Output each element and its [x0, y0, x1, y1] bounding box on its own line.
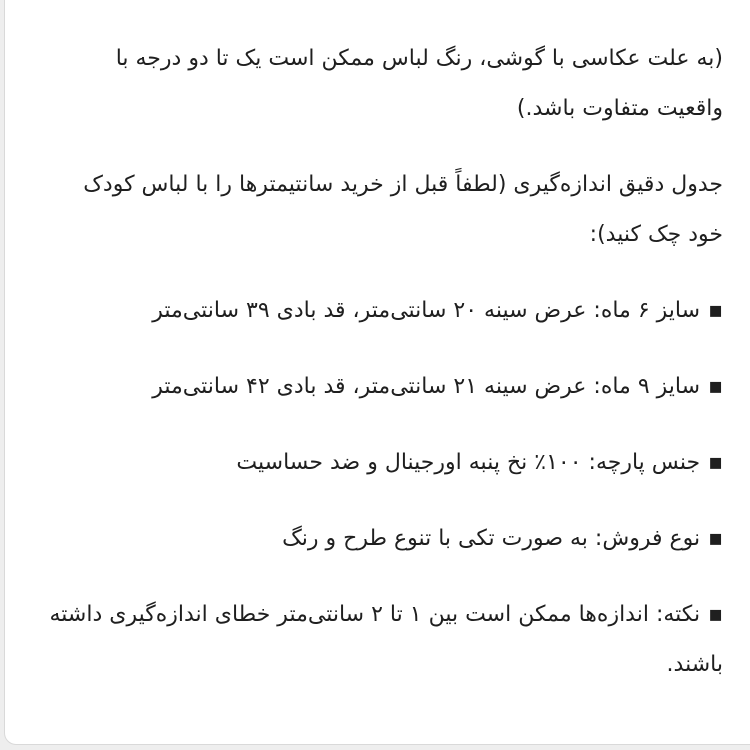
product-description-card	[4, 0, 750, 745]
size-6-months: سایز ۶ ماه: عرض سینه ۲۰ سانتی‌متر، قد بادی ۳۹ سانتی‌متر	[152, 298, 701, 323]
product-description	[43, 34, 723, 716]
sale-type: نوع فروش: به صورت تکی با تنوع طرح و رنگ	[282, 526, 701, 551]
bullet-icon: ▪	[708, 602, 723, 627]
size-table-intro: جدول دقیق اندازه‌گیری (لطفاً قبل از خرید سانتیمترها را با لباس کودک خود چک کنید):	[83, 172, 723, 247]
list-item	[43, 362, 723, 412]
size-9-months: سایز ۹ ماه: عرض سینه ۲۱ سانتی‌متر، قد بادی ۴۲ سانتی‌متر	[152, 374, 701, 399]
list-item	[43, 590, 723, 690]
fabric-type: جنس پارچه: ۱۰۰٪ نخ پنبه اورجینال و ضد حساسیت	[236, 450, 701, 475]
list-item	[43, 514, 723, 564]
bullet-icon: ▪	[708, 526, 723, 551]
photo-color-note: (به علت عکاسی با گوشی، رنگ لباس ممکن است یک تا دو درجه با واقعیت متفاوت باشد.)	[115, 46, 723, 121]
bullet-icon: ▪	[708, 374, 723, 399]
measurement-tolerance-note: نکته: اندازه‌ها ممکن است بین ۱ تا ۲ سانتی‌متر خطای اندازه‌گیری داشته باشند.	[49, 602, 723, 677]
list-item	[43, 286, 723, 336]
bullet-icon: ▪	[708, 298, 723, 323]
list-item	[43, 438, 723, 488]
bullet-icon: ▪	[708, 450, 723, 475]
